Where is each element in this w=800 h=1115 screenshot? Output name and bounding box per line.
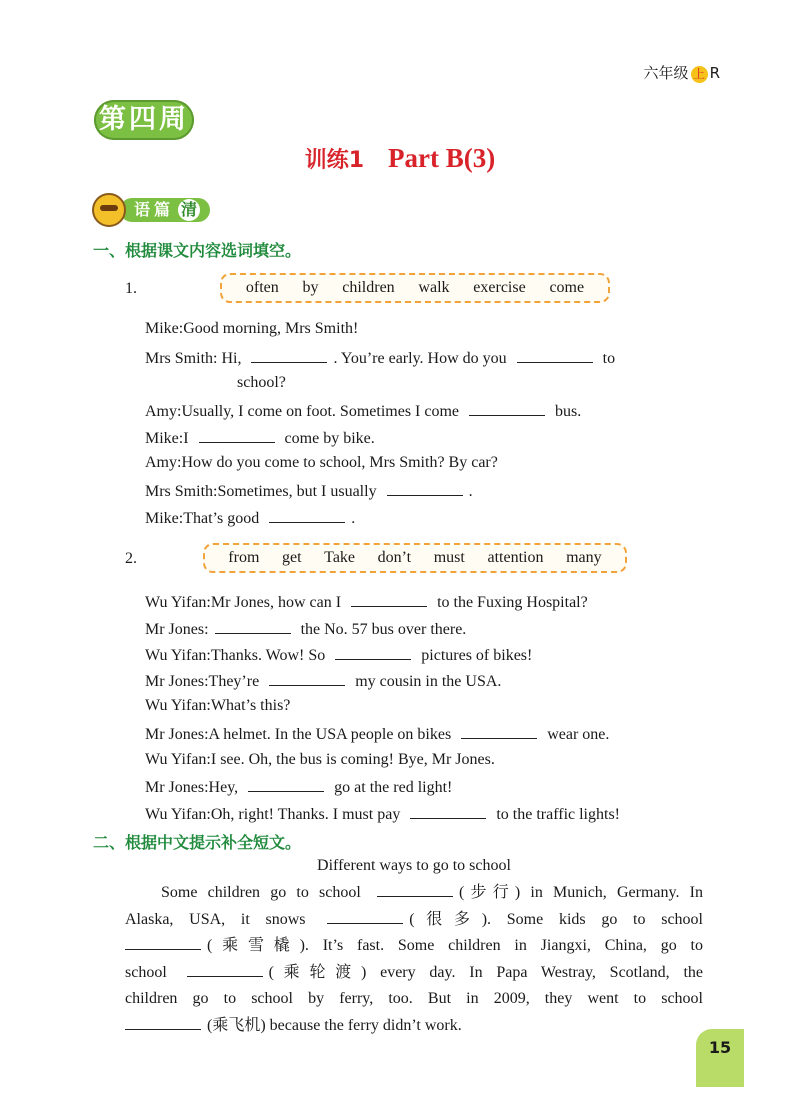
word-option: attention: [487, 549, 544, 566]
passage-line: Alaska, USA, it snows (很多). Some kids go to school: [125, 910, 703, 928]
answer-blank[interactable]: [327, 909, 403, 924]
dialogue-line: school?: [237, 374, 286, 391]
week-badge: 第四周: [94, 100, 194, 140]
dialogue-line: Mike:Good morning, Mrs Smith!: [145, 320, 359, 337]
section-badge: [92, 196, 210, 224]
section-badge-mark: 清: [178, 199, 200, 221]
passage: [125, 880, 703, 1039]
dialogue-line: Mr Jones:A helmet. In the USA people on bikes wear one.: [145, 726, 610, 743]
grade-label: [644, 62, 720, 83]
word-option: from: [228, 549, 260, 566]
part-label: Part B(3): [388, 143, 496, 173]
word-option: must: [433, 549, 465, 566]
passage-line: Some children go to school (步行) in Munich, Germany. In: [161, 884, 703, 901]
dialogue-line: Wu Yifan:Thanks. Wow! So pictures of bikes!: [145, 647, 533, 664]
answer-blank[interactable]: [377, 882, 453, 897]
word-option: by: [302, 279, 319, 296]
q1-word-box: [220, 273, 610, 303]
word-option: often: [245, 279, 279, 296]
dialogue-line: Wu Yifan:Mr Jones, how can I to the Fuxing Hospital?: [145, 594, 588, 611]
word-option: don’t: [377, 549, 412, 566]
answer-blank[interactable]: [199, 428, 275, 443]
answer-blank[interactable]: [269, 671, 345, 686]
answer-blank[interactable]: [517, 348, 593, 363]
dialogue-line: Wu Yifan:What’s this?: [145, 697, 291, 714]
answer-blank[interactable]: [461, 724, 537, 739]
word-option: get: [282, 549, 302, 566]
dialogue-line: Mr Jones:They’re my cousin in the USA.: [145, 673, 502, 690]
bee-icon: [92, 193, 126, 227]
q1-number: 1.: [125, 280, 137, 297]
word-option: children: [342, 279, 395, 296]
passage-line: (乘飞机) because the ferry didn’t work.: [125, 1013, 703, 1040]
word-option: come: [549, 279, 585, 296]
answer-blank[interactable]: [335, 645, 411, 660]
page-number: 15: [696, 1029, 744, 1087]
answer-blank[interactable]: [125, 1015, 201, 1030]
answer-blank[interactable]: [251, 348, 327, 363]
passage-line: children go to school by ferry, too. But in 2009, they went to school: [125, 990, 703, 1007]
dialogue-line: Mike:That’s good .: [145, 510, 356, 527]
answer-blank[interactable]: [351, 592, 427, 607]
q2-number: 2.: [125, 550, 137, 567]
answer-blank[interactable]: [187, 962, 263, 977]
word-option: Take: [324, 549, 356, 566]
dialogue-line: Mike:I come by bike.: [145, 430, 375, 447]
section-badge-label: 语篇: [134, 200, 175, 219]
dialogue-line: Wu Yifan:I see. Oh, the bus is coming! Bye, Mr Jones.: [145, 751, 495, 768]
answer-blank[interactable]: [269, 508, 345, 523]
answer-blank[interactable]: [125, 935, 201, 950]
section2-heading: 二、根据中文提示补全短文。: [93, 833, 302, 852]
dialogue-line: Amy:Usually, I come on foot. Sometimes I come bus.: [145, 403, 582, 420]
dialogue-line: Mrs Smith:Sometimes, but I usually .: [145, 483, 473, 500]
passage-title: Different ways to go to school: [317, 857, 511, 874]
dialogue-line: Mr Jones:Hey, go at the red light!: [145, 779, 453, 796]
word-option: walk: [418, 279, 450, 296]
answer-blank[interactable]: [248, 777, 324, 792]
grade-suffix: R: [709, 64, 720, 82]
dialogue-line: Wu Yifan:Oh, right! Thanks. I must pay to the traffic lights!: [145, 806, 620, 823]
page-title: [0, 143, 800, 174]
dialogue-line: Mrs Smith: Hi, . You’re early. How do you to: [145, 350, 616, 367]
lesson-label: 训练1: [304, 148, 365, 173]
grade-prefix: 六年级: [643, 64, 689, 82]
grade-up-mark: 上: [691, 66, 708, 83]
answer-blank[interactable]: [410, 804, 486, 819]
section-badge-pill: [120, 198, 210, 222]
section1-heading: 一、根据课文内容选词填空。: [93, 241, 302, 260]
q2-word-box: [203, 543, 627, 573]
dialogue-line: Mr Jones: the No. 57 bus over there.: [145, 621, 467, 638]
word-option: many: [566, 549, 602, 566]
answer-blank[interactable]: [215, 619, 291, 634]
passage-line: (乘雪橇). It’s fast. Some children in Jiangxi, China, go to: [125, 933, 703, 960]
answer-blank[interactable]: [387, 481, 463, 496]
passage-line: school (乘轮渡) every day. In Papa Westray, Scotland, the: [125, 963, 703, 981]
dialogue-line: Amy:How do you come to school, Mrs Smith? By car?: [145, 454, 498, 471]
word-option: exercise: [473, 279, 526, 296]
answer-blank[interactable]: [469, 401, 545, 416]
